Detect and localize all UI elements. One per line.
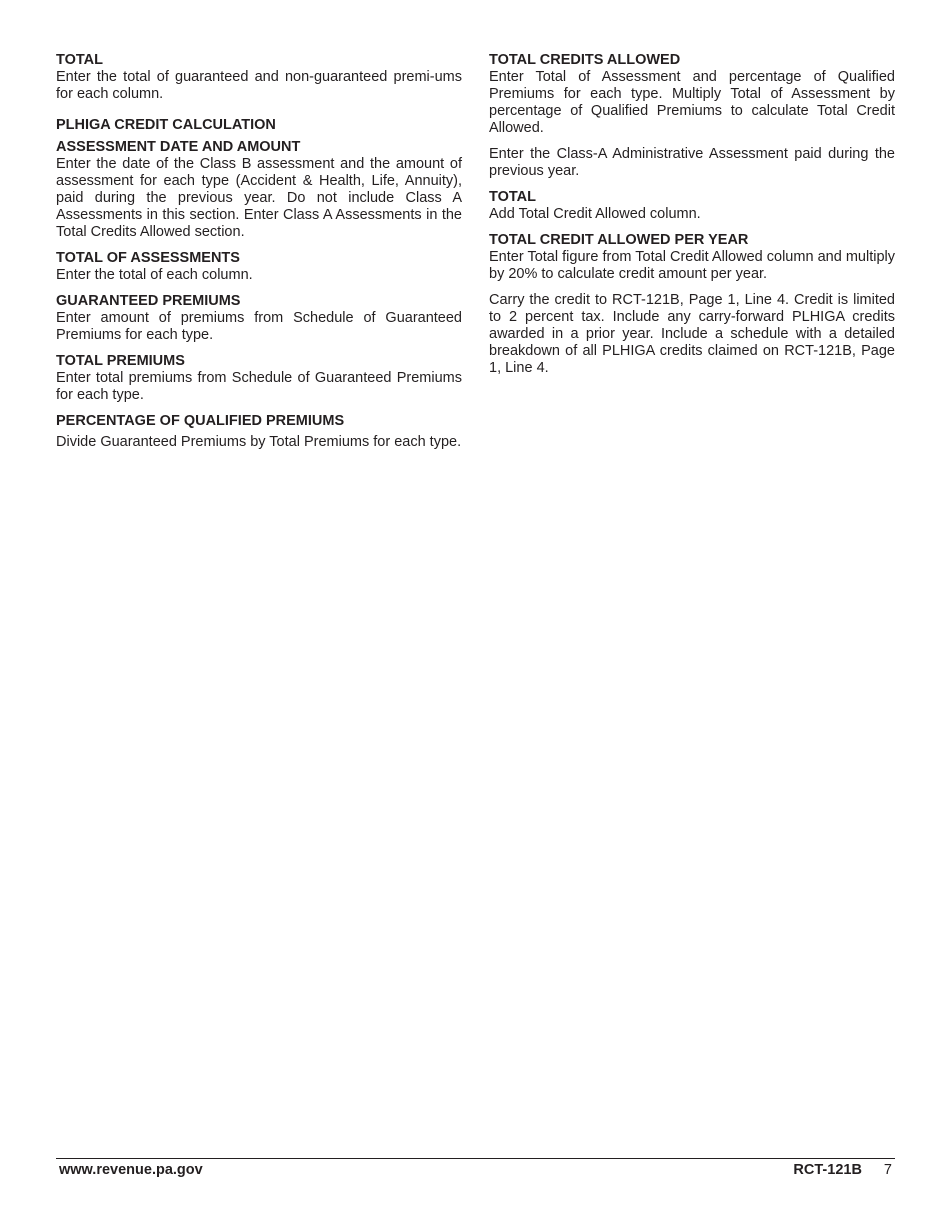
section-plhiga xyxy=(56,117,462,134)
section-text: Divide Guaranteed Premiums by Total Premiums for each type. xyxy=(56,434,462,450)
section-text: Enter the Class-A Administrative Assessment paid during the previous year. xyxy=(489,146,895,179)
section-total-credits-allowed xyxy=(489,52,895,180)
footer-url[interactable]: www.revenue.pa.gov xyxy=(59,1162,203,1178)
left-column xyxy=(56,52,462,460)
section-heading: ASSESSMENT DATE AND AMOUNT xyxy=(56,139,301,155)
section-heading: GUARANTEED PREMIUMS xyxy=(56,293,241,309)
section-text: Add Total Credit Allowed column. xyxy=(489,206,701,222)
section-text: Enter Total of Assessment and percentage of Qualified Premiums for each type. Multiply Total of Assessment by percentage of Qualified Premiums to calculate Total Credit Allowed. xyxy=(489,69,895,136)
form-code: RCT-121B xyxy=(793,1162,862,1178)
section-percentage-qualified xyxy=(56,413,462,451)
page-number: 7 xyxy=(883,1162,892,1178)
section-total-credit-per-year xyxy=(489,232,895,377)
section-heading: TOTAL OF ASSESSMENTS xyxy=(56,250,240,266)
section-text: Enter the total of each column. xyxy=(56,267,253,283)
section-total-right xyxy=(489,189,895,223)
section-text: Enter the total of guaranteed and non-guaranteed premi-ums for each column. xyxy=(56,69,462,102)
section-total-left xyxy=(56,52,462,103)
section-heading: TOTAL CREDITS ALLOWED xyxy=(489,52,681,68)
section-guaranteed-premiums xyxy=(56,293,462,344)
section-assessment-date xyxy=(56,139,462,241)
right-column xyxy=(489,52,895,386)
section-heading: TOTAL PREMIUMS xyxy=(56,353,185,369)
section-heading: TOTAL CREDIT ALLOWED PER YEAR xyxy=(489,232,749,248)
section-text: Enter total premiums from Schedule of Guaranteed Premiums for each type. xyxy=(56,370,462,403)
section-text: Enter Total figure from Total Credit Allowed column and multiply by 20% to calculate credit amount per year. xyxy=(489,249,895,282)
section-heading: PLHIGA CREDIT CALCULATION xyxy=(56,117,276,133)
footer-divider xyxy=(56,1158,895,1159)
section-total-assessments xyxy=(56,250,462,284)
section-heading: PERCENTAGE OF QUALIFIED PREMIUMS xyxy=(56,413,345,429)
section-heading: TOTAL xyxy=(56,52,103,68)
section-heading: TOTAL xyxy=(489,189,536,205)
section-total-premiums xyxy=(56,353,462,404)
section-text: Enter amount of premiums from Schedule of Guaranteed Premiums for each type. xyxy=(56,310,462,343)
section-text: Enter the date of the Class B assessment and the amount of assessment for each type (Accident & Health, Life, Annuity), paid during the previous year. Do not include Class A Assessments in this section. Enter Class A Assessments in the Total Credits Allowed section. xyxy=(56,156,462,240)
section-text: Carry the credit to RCT-121B, Page 1, Line 4. Credit is limited to 2 percent tax. Include any carry-forward PLHIGA credits awarded in a prior year. Include a schedule with a detailed breakdown of all PLHIGA credits claimed on RCT-121B, Page 1, Line 4. xyxy=(489,292,895,376)
footer-page-info xyxy=(793,1162,892,1179)
